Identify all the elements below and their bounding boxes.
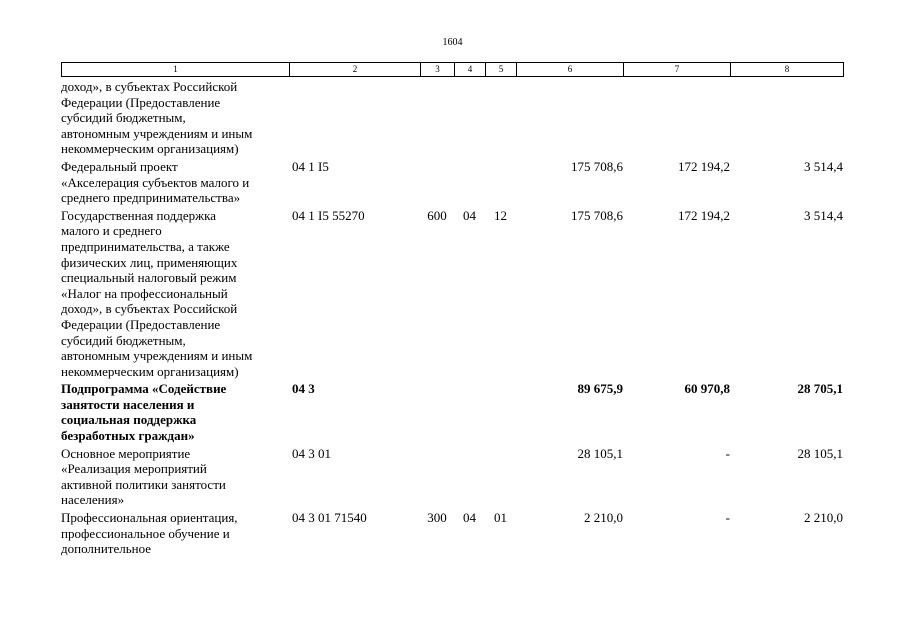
row-vr: 600 <box>427 207 447 223</box>
row-name-line: предпринимательства, а также <box>61 238 230 254</box>
row-total: 175 708,6 <box>571 207 623 223</box>
row-rz <box>454 381 485 445</box>
row-col7: 172 194,2 <box>678 158 730 174</box>
row-name-line: дополнительное <box>61 541 152 557</box>
row-name-line: населения» <box>61 492 125 508</box>
row-name-line: Федерации (Предоставление <box>61 316 221 332</box>
row-col7: - <box>725 510 730 526</box>
row-name-line: «Налог на профессиональный <box>61 285 228 301</box>
row-name-line: среднего предпринимательства» <box>61 190 241 206</box>
table-row <box>61 510 843 559</box>
column-header: 3 <box>421 63 455 77</box>
row-pr <box>485 79 516 159</box>
row-pr <box>485 446 516 510</box>
column-header: 5 <box>486 63 517 77</box>
table-row <box>61 381 843 445</box>
row-rz <box>454 79 485 159</box>
row-name-line: автономным учреждениям и иным <box>61 125 253 141</box>
row-name-line: автономным учреждениям и иным <box>61 348 253 364</box>
row-col7: 172 194,2 <box>678 207 730 223</box>
row-name-line: некоммерческим организациям) <box>61 363 239 379</box>
row-code: 04 3 01 <box>292 445 331 461</box>
row-name-line: Федеральный проект <box>61 158 178 174</box>
row-name-line: Профессиональная ориентация, <box>61 510 238 526</box>
row-total: 2 210,0 <box>584 510 623 526</box>
row-name-line: социальная поддержка <box>61 412 197 428</box>
row-total: 28 105,1 <box>577 445 623 461</box>
row-col8: 3 514,4 <box>804 158 843 174</box>
row-vr <box>420 381 454 445</box>
row-col8: 3 514,4 <box>804 207 843 223</box>
page-number: 1604 <box>442 37 463 48</box>
row-name-line: «Реализация мероприятий <box>61 461 207 477</box>
row-name-line: Федерации (Предоставление <box>61 94 221 110</box>
table-row <box>61 208 843 382</box>
row-name-line: некоммерческим организациям) <box>61 141 239 157</box>
row-total: 175 708,6 <box>571 158 623 174</box>
row-col8 <box>730 79 843 159</box>
row-rz <box>454 446 485 510</box>
table-row <box>61 79 843 159</box>
row-pr <box>485 381 516 445</box>
row-col7 <box>623 79 730 159</box>
row-name-line: доход», в субъектах Российской <box>61 301 238 317</box>
row-total <box>516 79 623 159</box>
row-name-line: физических лиц, применяющих <box>61 254 238 270</box>
row-name-line: доход», в субъектах Российской <box>61 79 238 94</box>
row-name <box>61 208 289 382</box>
column-header: 1 <box>62 63 290 77</box>
row-name-line: безработных граждан» <box>61 428 195 444</box>
row-name-line: активной политики занятости <box>61 476 226 492</box>
row-rz: 04 <box>463 510 476 526</box>
row-name-line: Государственная поддержка <box>61 207 217 223</box>
row-name <box>61 446 289 510</box>
row-name <box>61 79 289 159</box>
budget-table <box>61 79 843 559</box>
row-pr: 01 <box>494 510 507 526</box>
row-rz <box>454 159 485 208</box>
row-rz: 04 <box>463 207 476 223</box>
column-header: 2 <box>290 63 421 77</box>
row-name-line: Основное мероприятие <box>61 445 191 461</box>
row-name-line: субсидий бюджетным, <box>61 110 186 126</box>
row-code: 04 3 <box>292 381 315 397</box>
row-name-line: занятости населения и <box>61 396 195 412</box>
table-row <box>61 159 843 208</box>
row-name-line: субсидий бюджетным, <box>61 332 186 348</box>
row-name-line: профессиональное обучение и <box>61 525 230 541</box>
row-vr <box>420 159 454 208</box>
row-total: 89 675,9 <box>577 381 623 397</box>
column-header-row <box>61 62 844 77</box>
row-name-line: специальный налоговый режим <box>61 270 237 286</box>
row-vr: 300 <box>427 510 447 526</box>
row-pr <box>485 159 516 208</box>
column-header: 7 <box>624 63 731 77</box>
row-col7: 60 970,8 <box>684 381 730 397</box>
row-code <box>289 79 420 159</box>
column-header: 6 <box>517 63 624 77</box>
row-code: 04 1 I5 55270 <box>292 207 365 223</box>
column-header: 8 <box>731 63 844 77</box>
row-col8: 28 105,1 <box>797 445 843 461</box>
row-code: 04 3 01 71540 <box>292 510 367 526</box>
row-col7: - <box>725 445 730 461</box>
row-name <box>61 510 289 559</box>
row-col8: 2 210,0 <box>804 510 843 526</box>
row-code: 04 1 I5 <box>292 158 329 174</box>
row-col8: 28 705,1 <box>797 381 843 397</box>
row-name-line: малого и среднего <box>61 223 162 239</box>
row-vr <box>420 79 454 159</box>
row-name <box>61 159 289 208</box>
row-pr: 12 <box>494 207 507 223</box>
row-vr <box>420 446 454 510</box>
row-name-line: «Акселерация субъектов малого и <box>61 174 250 190</box>
row-name <box>61 381 289 445</box>
column-header: 4 <box>455 63 486 77</box>
row-name-line: Подпрограмма «Содействие <box>61 381 227 397</box>
table-row <box>61 446 843 510</box>
